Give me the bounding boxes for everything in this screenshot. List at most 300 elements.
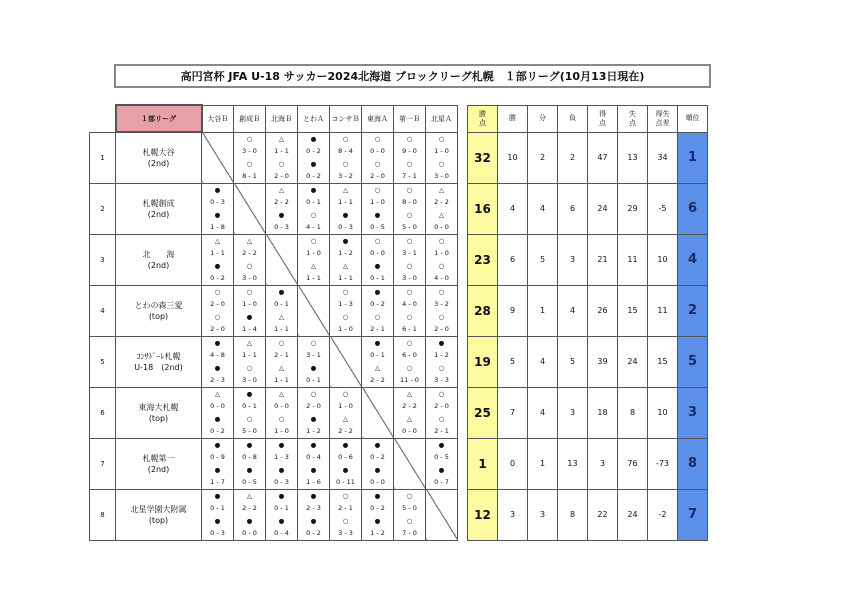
result-mark: △ xyxy=(439,210,444,219)
match-score: 2 - 0 xyxy=(434,402,449,411)
stat-rank: 6 xyxy=(678,183,708,234)
result-mark: △ xyxy=(407,389,412,398)
table-row xyxy=(90,489,708,540)
league-table xyxy=(89,104,708,541)
result-mark: ○ xyxy=(374,159,381,168)
row-number: 7 xyxy=(90,438,116,489)
match-score: 0 - 2 xyxy=(306,147,321,156)
match-score: 0 - 0 xyxy=(274,402,289,411)
match-score: 2 - 2 xyxy=(434,198,449,207)
stat-loss: 8 xyxy=(558,489,588,540)
team-name: 札幌創成 (2nd) xyxy=(116,183,202,234)
result-mark: ○ xyxy=(406,516,413,525)
result-mark: △ xyxy=(311,261,316,270)
stat-points: 12 xyxy=(468,489,498,540)
match-cell xyxy=(426,387,458,438)
stat-header-win: 勝 xyxy=(498,105,528,132)
stat-header-loss: 負 xyxy=(558,105,588,132)
match-score: 2 - 0 xyxy=(274,172,289,181)
match-score: 0 - 5 xyxy=(242,478,257,487)
result-mark: ● xyxy=(342,465,349,474)
match-score: 0 - 5 xyxy=(370,223,385,232)
stat-win: 6 xyxy=(498,234,528,285)
diagonal-cell xyxy=(426,489,458,540)
diagonal-cell xyxy=(298,285,330,336)
match-score: 2 - 0 xyxy=(306,402,321,411)
match-cell xyxy=(362,234,394,285)
stat-draw: 4 xyxy=(528,387,558,438)
match-score: 2 - 1 xyxy=(370,325,385,334)
match-score: 9 - 0 xyxy=(402,147,417,156)
match-score: 8 - 4 xyxy=(338,147,353,156)
stat-win: 5 xyxy=(498,336,528,387)
result-mark: ○ xyxy=(406,287,413,296)
spacer-cell xyxy=(458,183,468,234)
stat-rank: 1 xyxy=(678,132,708,183)
stat-points: 1 xyxy=(468,438,498,489)
match-score: 0 - 2 xyxy=(210,274,225,283)
page-title: 高円宮杯 JFA U-18 サッカー2024北海道 ブロックリーグ札幌 １部リーグ(10月13日現在) xyxy=(114,64,711,88)
result-mark: ● xyxy=(214,363,221,372)
diagonal-cell xyxy=(394,438,426,489)
column-header-3: とわＡ xyxy=(298,105,330,132)
match-score: 0 - 3 xyxy=(210,198,225,207)
match-cell xyxy=(298,489,330,540)
result-mark: ● xyxy=(214,185,221,194)
result-mark: ○ xyxy=(438,261,445,270)
match-cell xyxy=(330,132,362,183)
stat-draw: 5 xyxy=(528,234,558,285)
match-score: 0 - 4 xyxy=(306,453,321,462)
column-header-4: コンサＢ xyxy=(330,105,362,132)
match-score: 2 - 2 xyxy=(242,504,257,513)
result-mark: ● xyxy=(310,491,317,500)
result-mark: ● xyxy=(278,440,285,449)
match-cell xyxy=(266,132,298,183)
result-mark: △ xyxy=(279,363,284,372)
stat-points: 16 xyxy=(468,183,498,234)
team-name: 札幌第一 (2nd) xyxy=(116,438,202,489)
match-score: 3 - 3 xyxy=(434,376,449,385)
result-mark: △ xyxy=(247,236,252,245)
result-mark: ● xyxy=(374,261,381,270)
result-mark: △ xyxy=(247,491,252,500)
match-score: 3 - 0 xyxy=(242,376,257,385)
match-score: 7 - 0 xyxy=(402,529,417,538)
result-mark: ○ xyxy=(374,134,381,143)
match-score: 0 - 7 xyxy=(434,478,449,487)
stat-gd: 10 xyxy=(648,387,678,438)
match-score: 1 - 1 xyxy=(242,351,257,360)
stat-win: 4 xyxy=(498,183,528,234)
result-mark: ○ xyxy=(438,414,445,423)
spacer-cell xyxy=(458,132,468,183)
match-cell xyxy=(394,285,426,336)
stat-header-rank: 順位 xyxy=(678,105,708,132)
match-score: 6 - 1 xyxy=(402,325,417,334)
match-score: 0 - 4 xyxy=(274,529,289,538)
stat-draw: 4 xyxy=(528,183,558,234)
stat-gf: 26 xyxy=(588,285,618,336)
match-score: 0 - 0 xyxy=(370,478,385,487)
match-cell xyxy=(394,336,426,387)
stat-rank: 2 xyxy=(678,285,708,336)
match-cell xyxy=(202,489,234,540)
stat-ga: 8 xyxy=(618,387,648,438)
match-score: 1 - 3 xyxy=(274,453,289,462)
table-row xyxy=(90,234,708,285)
result-mark: ● xyxy=(214,414,221,423)
match-cell xyxy=(202,285,234,336)
result-mark: ○ xyxy=(246,363,253,372)
match-score: 3 - 0 xyxy=(402,274,417,283)
match-score: 4 - 8 xyxy=(210,351,225,360)
match-cell xyxy=(330,438,362,489)
stat-points: 32 xyxy=(468,132,498,183)
match-score: 5 - 0 xyxy=(402,504,417,513)
result-mark: ○ xyxy=(406,159,413,168)
table-row xyxy=(90,438,708,489)
diagonal-cell xyxy=(362,387,394,438)
match-cell xyxy=(426,132,458,183)
match-score: 0 - 1 xyxy=(306,376,321,385)
result-mark: ● xyxy=(310,185,317,194)
match-score: 0 - 2 xyxy=(306,529,321,538)
stat-loss: 2 xyxy=(558,132,588,183)
stat-loss: 6 xyxy=(558,183,588,234)
result-mark: ● xyxy=(246,516,253,525)
result-mark: ○ xyxy=(438,159,445,168)
result-mark: ○ xyxy=(438,312,445,321)
match-cell xyxy=(330,285,362,336)
match-score: 1 - 0 xyxy=(338,325,353,334)
match-cell xyxy=(298,183,330,234)
result-mark: ● xyxy=(310,363,317,372)
match-cell xyxy=(266,285,298,336)
result-mark: ● xyxy=(214,261,221,270)
stat-gd: 15 xyxy=(648,336,678,387)
match-cell xyxy=(362,489,394,540)
table-row xyxy=(90,285,708,336)
result-mark: △ xyxy=(279,389,284,398)
match-cell xyxy=(234,387,266,438)
match-score: 2 - 0 xyxy=(434,325,449,334)
result-mark: ● xyxy=(374,516,381,525)
result-mark: ● xyxy=(374,338,381,347)
row-number: 5 xyxy=(90,336,116,387)
match-score: 4 - 0 xyxy=(434,274,449,283)
stat-gd: 10 xyxy=(648,234,678,285)
team-name: 東海大札幌 (top) xyxy=(116,387,202,438)
stat-gf: 18 xyxy=(588,387,618,438)
match-score: 0 - 1 xyxy=(370,274,385,283)
stat-gd: -2 xyxy=(648,489,678,540)
spacer-cell xyxy=(458,438,468,489)
match-cell xyxy=(362,285,394,336)
stat-header-gf: 得 点 xyxy=(588,105,618,132)
match-score: 2 - 0 xyxy=(210,300,225,309)
result-mark: ○ xyxy=(406,210,413,219)
match-cell xyxy=(234,285,266,336)
match-cell xyxy=(394,387,426,438)
result-mark: ○ xyxy=(342,134,349,143)
match-cell xyxy=(234,132,266,183)
match-cell xyxy=(394,234,426,285)
result-mark: ● xyxy=(374,287,381,296)
column-header-7: 北星Ａ xyxy=(426,105,458,132)
stat-loss: 4 xyxy=(558,285,588,336)
result-mark: ○ xyxy=(278,338,285,347)
match-cell xyxy=(298,438,330,489)
result-mark: ● xyxy=(246,312,253,321)
spacer-cell xyxy=(458,234,468,285)
match-score: 0 - 0 xyxy=(370,249,385,258)
match-score: 1 - 0 xyxy=(434,249,449,258)
result-mark: △ xyxy=(439,185,444,194)
column-header-1: 創成Ｂ xyxy=(234,105,266,132)
match-score: 0 - 6 xyxy=(338,453,353,462)
stat-ga: 13 xyxy=(618,132,648,183)
stat-loss: 3 xyxy=(558,387,588,438)
match-score: 2 - 1 xyxy=(274,351,289,360)
result-mark: ● xyxy=(438,465,445,474)
match-score: 0 - 2 xyxy=(370,504,385,513)
stat-ga: 11 xyxy=(618,234,648,285)
result-mark: ○ xyxy=(406,261,413,270)
match-score: 1 - 1 xyxy=(274,376,289,385)
match-cell xyxy=(362,438,394,489)
match-cell xyxy=(234,489,266,540)
match-score: 2 - 2 xyxy=(242,249,257,258)
match-score: 3 - 1 xyxy=(306,351,321,360)
match-score: 1 - 3 xyxy=(338,300,353,309)
table-row xyxy=(90,132,708,183)
result-mark: ● xyxy=(278,516,285,525)
match-cell xyxy=(266,438,298,489)
stat-ga: 15 xyxy=(618,285,648,336)
row-number: 8 xyxy=(90,489,116,540)
column-header-2: 北海Ｂ xyxy=(266,105,298,132)
table-row xyxy=(90,336,708,387)
match-score: 0 - 1 xyxy=(274,504,289,513)
match-cell xyxy=(202,183,234,234)
league-name-cell: １部リーグ xyxy=(116,105,202,132)
result-mark: ● xyxy=(438,338,445,347)
match-score: 0 - 2 xyxy=(306,172,321,181)
match-score: 1 - 1 xyxy=(338,274,353,283)
match-score: 0 - 1 xyxy=(210,504,225,513)
stat-gf: 21 xyxy=(588,234,618,285)
match-score: 0 - 3 xyxy=(210,529,225,538)
result-mark: ○ xyxy=(342,516,349,525)
match-score: 2 - 1 xyxy=(338,504,353,513)
match-cell xyxy=(330,183,362,234)
match-cell xyxy=(234,438,266,489)
team-name: とわの森三愛 (top) xyxy=(116,285,202,336)
match-score: 1 - 1 xyxy=(338,198,353,207)
match-score: 2 - 0 xyxy=(210,325,225,334)
match-score: 11 - 0 xyxy=(400,376,419,385)
row-number: 2 xyxy=(90,183,116,234)
match-score: 1 - 4 xyxy=(242,325,257,334)
stat-draw: 4 xyxy=(528,336,558,387)
match-score: 1 - 8 xyxy=(210,223,225,232)
result-mark: ● xyxy=(214,465,221,474)
stat-points: 28 xyxy=(468,285,498,336)
result-mark: ● xyxy=(310,414,317,423)
match-score: 2 - 1 xyxy=(434,427,449,436)
spacer-cell xyxy=(458,387,468,438)
result-mark: ○ xyxy=(374,312,381,321)
stat-ga: 24 xyxy=(618,489,648,540)
result-mark: ○ xyxy=(246,414,253,423)
match-cell xyxy=(426,438,458,489)
result-mark: ○ xyxy=(438,363,445,372)
match-score: 0 - 1 xyxy=(370,351,385,360)
match-cell xyxy=(330,234,362,285)
match-cell xyxy=(202,336,234,387)
result-mark: △ xyxy=(407,414,412,423)
match-cell xyxy=(202,438,234,489)
stat-draw: 1 xyxy=(528,438,558,489)
match-score: 2 - 2 xyxy=(402,402,417,411)
spacer-cell xyxy=(458,336,468,387)
stat-points: 19 xyxy=(468,336,498,387)
match-cell xyxy=(330,387,362,438)
match-score: 2 - 3 xyxy=(306,504,321,513)
match-cell xyxy=(426,336,458,387)
result-mark: ○ xyxy=(438,134,445,143)
match-score: 4 - 0 xyxy=(402,300,417,309)
header-blank xyxy=(90,105,116,132)
result-mark: ○ xyxy=(342,312,349,321)
result-mark: △ xyxy=(247,338,252,347)
match-cell xyxy=(426,234,458,285)
row-number: 6 xyxy=(90,387,116,438)
match-score: 0 - 5 xyxy=(434,453,449,462)
match-score: 8 - 0 xyxy=(402,198,417,207)
spacer-header xyxy=(458,105,468,132)
result-mark: ● xyxy=(342,210,349,219)
result-mark: ● xyxy=(278,287,285,296)
match-score: 0 - 9 xyxy=(210,453,225,462)
match-score: 0 - 0 xyxy=(370,147,385,156)
match-score: 0 - 2 xyxy=(210,427,225,436)
result-mark: ○ xyxy=(310,338,317,347)
result-mark: ○ xyxy=(406,491,413,500)
result-mark: △ xyxy=(343,261,348,270)
result-mark: ● xyxy=(246,465,253,474)
result-mark: ○ xyxy=(278,159,285,168)
result-mark: ○ xyxy=(214,287,221,296)
result-mark: ○ xyxy=(342,491,349,500)
match-cell xyxy=(426,285,458,336)
match-cell xyxy=(298,387,330,438)
result-mark: △ xyxy=(343,185,348,194)
match-score: 5 - 0 xyxy=(242,427,257,436)
team-name: ｺﾝｻﾄﾞｰﾚ札幌 U-18 (2nd) xyxy=(116,336,202,387)
match-score: 1 - 6 xyxy=(306,478,321,487)
diagonal-cell xyxy=(234,183,266,234)
stat-loss: 13 xyxy=(558,438,588,489)
stat-loss: 5 xyxy=(558,336,588,387)
result-mark: ● xyxy=(438,440,445,449)
result-mark: ● xyxy=(374,440,381,449)
match-score: 2 - 2 xyxy=(274,198,289,207)
stat-gd: -5 xyxy=(648,183,678,234)
result-mark: ● xyxy=(310,134,317,143)
match-score: 0 - 0 xyxy=(434,223,449,232)
match-score: 1 - 0 xyxy=(274,427,289,436)
result-mark: ● xyxy=(374,491,381,500)
result-mark: ○ xyxy=(310,210,317,219)
match-score: 2 - 2 xyxy=(338,427,353,436)
match-score: 8 - 1 xyxy=(242,172,257,181)
result-mark: ○ xyxy=(342,159,349,168)
match-score: 0 - 0 xyxy=(210,402,225,411)
stat-rank: 3 xyxy=(678,387,708,438)
stat-ga: 29 xyxy=(618,183,648,234)
stat-ga: 76 xyxy=(618,438,648,489)
stat-header-points: 勝 点 xyxy=(468,105,498,132)
column-header-0: 大谷Ｂ xyxy=(202,105,234,132)
match-cell xyxy=(394,183,426,234)
row-number: 3 xyxy=(90,234,116,285)
match-cell xyxy=(362,183,394,234)
stat-rank: 5 xyxy=(678,336,708,387)
match-score: 1 - 2 xyxy=(306,427,321,436)
match-score: 0 - 1 xyxy=(242,402,257,411)
match-cell xyxy=(362,336,394,387)
result-mark: ● xyxy=(214,440,221,449)
match-cell xyxy=(426,183,458,234)
stat-rank: 7 xyxy=(678,489,708,540)
diagonal-cell xyxy=(266,234,298,285)
match-score: 1 - 0 xyxy=(434,147,449,156)
match-score: 0 - 0 xyxy=(242,529,257,538)
result-mark: ● xyxy=(278,210,285,219)
match-cell xyxy=(202,387,234,438)
stat-win: 3 xyxy=(498,489,528,540)
result-mark: ● xyxy=(214,210,221,219)
result-mark: ○ xyxy=(246,159,253,168)
match-score: 1 - 1 xyxy=(210,249,225,258)
stat-draw: 1 xyxy=(528,285,558,336)
match-cell xyxy=(202,234,234,285)
match-score: 0 - 3 xyxy=(274,478,289,487)
result-mark: ● xyxy=(310,440,317,449)
stat-rank: 8 xyxy=(678,438,708,489)
result-mark: ○ xyxy=(278,414,285,423)
result-mark: ● xyxy=(214,491,221,500)
result-mark: ○ xyxy=(374,185,381,194)
match-score: 0 - 1 xyxy=(306,198,321,207)
stat-header-draw: 分 xyxy=(528,105,558,132)
match-score: 2 - 3 xyxy=(210,376,225,385)
stat-header-gd: 得失 点差 xyxy=(648,105,678,132)
result-mark: △ xyxy=(343,414,348,423)
match-score: 4 - 1 xyxy=(306,223,321,232)
team-name: 北星学園大附属 (top) xyxy=(116,489,202,540)
result-mark: ● xyxy=(278,491,285,500)
result-mark: ○ xyxy=(310,236,317,245)
result-mark: ○ xyxy=(310,389,317,398)
result-mark: ○ xyxy=(406,338,413,347)
match-score: 3 - 0 xyxy=(242,147,257,156)
result-mark: △ xyxy=(279,134,284,143)
stat-gf: 39 xyxy=(588,336,618,387)
stat-win: 7 xyxy=(498,387,528,438)
